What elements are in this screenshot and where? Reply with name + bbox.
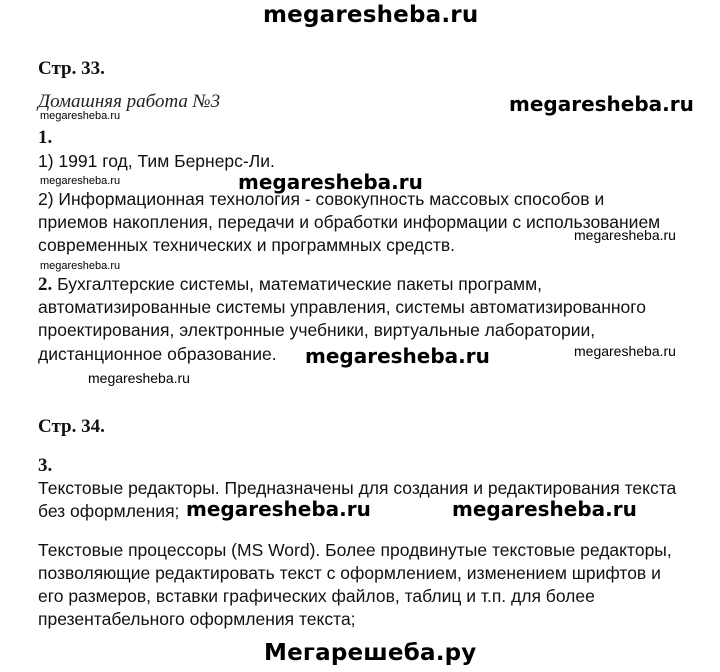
task2-text: Бухгалтерские системы, математические пакеты программ, bbox=[52, 274, 542, 294]
task2-line: дистанционное образование. bbox=[38, 344, 277, 364]
task3-para1-line: без оформления; bbox=[38, 501, 180, 521]
page-heading-33: Стр. 33. bbox=[38, 58, 105, 79]
watermark: megaresheba.ru bbox=[305, 344, 490, 368]
homework-title: Домашняя работа №3 bbox=[38, 91, 221, 112]
task-number-2: 2. bbox=[38, 274, 53, 295]
task2-line1 bbox=[38, 274, 542, 296]
task-number-3: 3. bbox=[38, 455, 53, 476]
task1-line: современных технических и программных средств. bbox=[38, 235, 456, 255]
task-number-1: 1. bbox=[38, 127, 53, 148]
task1-line: 1) 1991 год, Тим Бернерс-Ли. bbox=[38, 151, 275, 171]
watermark: megaresheba.ru bbox=[40, 260, 121, 272]
task3-para2-line: презентабельного оформления текста; bbox=[38, 609, 356, 629]
watermark-bottom: Мегарешеба.ру bbox=[264, 640, 477, 666]
watermark: megaresheba.ru bbox=[40, 175, 121, 187]
task2-line: автоматизированные системы управления, системы автоматизированного bbox=[38, 297, 646, 317]
watermark-top: megaresheba.ru bbox=[263, 2, 479, 28]
watermark: megaresheba.ru bbox=[88, 370, 190, 386]
task1-line: 2) Информационная технология - совокупность массовых способов и bbox=[38, 189, 605, 209]
task1-line: приемов накопления, передачи и обработки информации с использованием bbox=[38, 212, 661, 232]
watermark: megaresheba.ru bbox=[574, 227, 676, 243]
watermark: megaresheba.ru bbox=[186, 497, 371, 521]
watermark: megaresheba.ru bbox=[452, 497, 637, 521]
task3-para2-line: его размеров, вставки графических файлов, таблиц и т.п. для более bbox=[38, 586, 595, 606]
task3-para1-line: Текстовые редакторы. Предназначены для создания и редактирования текста bbox=[38, 478, 677, 498]
watermark: megaresheba.ru bbox=[40, 110, 121, 122]
task2-line: проектирования, электронные учебники, виртуальные лаборатории, bbox=[38, 320, 596, 340]
watermark: megaresheba.ru bbox=[574, 343, 676, 359]
watermark: megaresheba.ru bbox=[238, 170, 423, 194]
task3-para2-line: Текстовые процессоры (MS Word). Более продвинутые текстовые редакторы, bbox=[38, 540, 672, 560]
watermark: megaresheba.ru bbox=[509, 92, 694, 116]
page-heading-34: Стр. 34. bbox=[38, 416, 105, 437]
task3-para2-line: позволяющие редактировать текст с оформлением, изменением шрифтов и bbox=[38, 563, 661, 583]
